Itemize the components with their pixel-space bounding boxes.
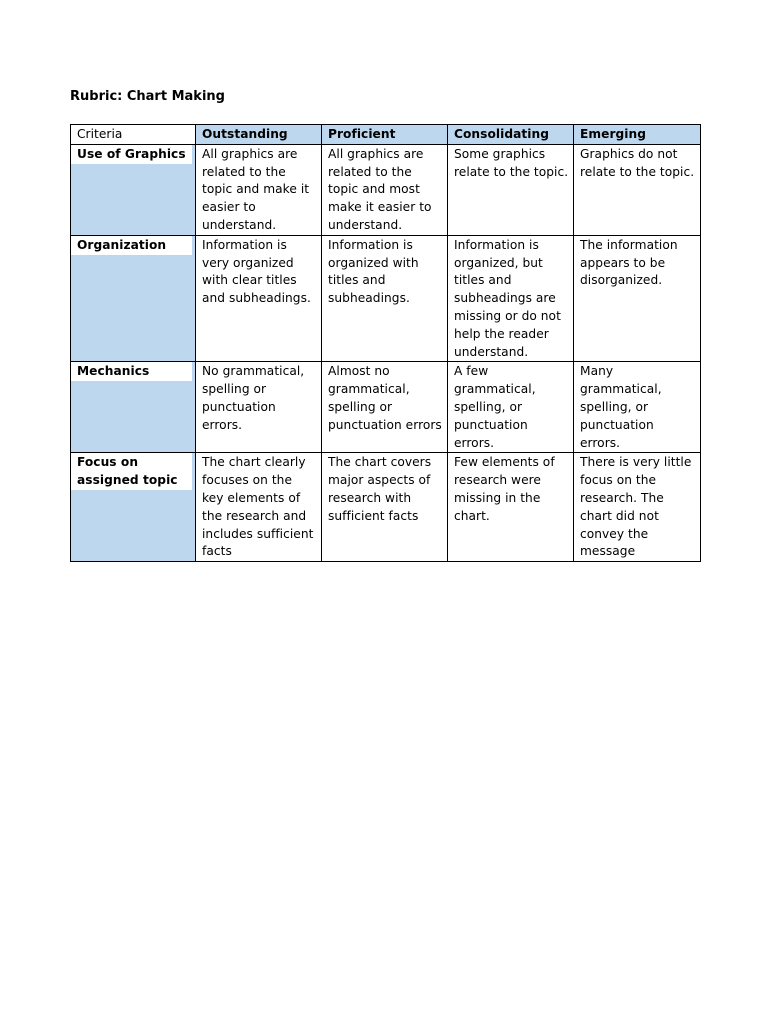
criterion-label: Mechanics: [71, 362, 192, 381]
rubric-row-organization: [71, 235, 701, 362]
rubric-cell-consolidating: A few grammatical, spelling, or punctuation errors.: [448, 362, 574, 453]
rubric-cell-emerging: Many grammatical, spelling, or punctuation errors.: [574, 362, 701, 453]
header-level-outstanding: Outstanding: [196, 125, 322, 145]
rubric-cell-outstanding: All graphics are related to the topic and make it easier to understand.: [196, 144, 322, 235]
criterion-cell: [71, 235, 196, 362]
document-title: Rubric: Chart Making: [70, 89, 225, 104]
rubric-row-mechanics: [71, 362, 701, 453]
rubric-cell-consolidating: Some graphics relate to the topic.: [448, 144, 574, 235]
rubric-cell-proficient: All graphics are related to the topic and most make it easier to understand.: [322, 144, 448, 235]
criterion-label: Organization: [71, 236, 192, 255]
rubric-cell-emerging: There is very little focus on the research. The chart did not convey the message: [574, 453, 701, 562]
rubric-row-use-of-graphics: [71, 144, 701, 235]
rubric-table: [70, 124, 701, 562]
rubric-cell-proficient: Almost no grammatical, spelling or punctuation errors: [322, 362, 448, 453]
rubric-header-row: [71, 125, 701, 145]
rubric-cell-proficient: Information is organized with titles and subheadings.: [322, 235, 448, 362]
header-level-proficient: Proficient: [322, 125, 448, 145]
header-level-consolidating: Consolidating: [448, 125, 574, 145]
header-level-emerging: Emerging: [574, 125, 701, 145]
rubric-cell-outstanding: Information is very organized with clear titles and subheadings.: [196, 235, 322, 362]
rubric-cell-proficient: The chart covers major aspects of research with sufficient facts: [322, 453, 448, 562]
criterion-label: Focus on assigned topic: [71, 453, 192, 490]
rubric-row-focus-on-assigned-topic: [71, 453, 701, 562]
rubric-cell-outstanding: No grammatical, spelling or punctuation errors.: [196, 362, 322, 453]
criterion-label: Use of Graphics: [71, 145, 192, 164]
criterion-cell: [71, 362, 196, 453]
rubric-cell-emerging: Graphics do not relate to the topic.: [574, 144, 701, 235]
header-criteria: Criteria: [71, 125, 196, 145]
criterion-cell: [71, 144, 196, 235]
rubric-cell-consolidating: Few elements of research were missing in the chart.: [448, 453, 574, 562]
rubric-cell-consolidating: Information is organized, but titles and subheadings are missing or do not help the reader understand.: [448, 235, 574, 362]
rubric-cell-emerging: The information appears to be disorganized.: [574, 235, 701, 362]
criterion-cell: [71, 453, 196, 562]
rubric-cell-outstanding: The chart clearly focuses on the key elements of the research and includes sufficient facts: [196, 453, 322, 562]
